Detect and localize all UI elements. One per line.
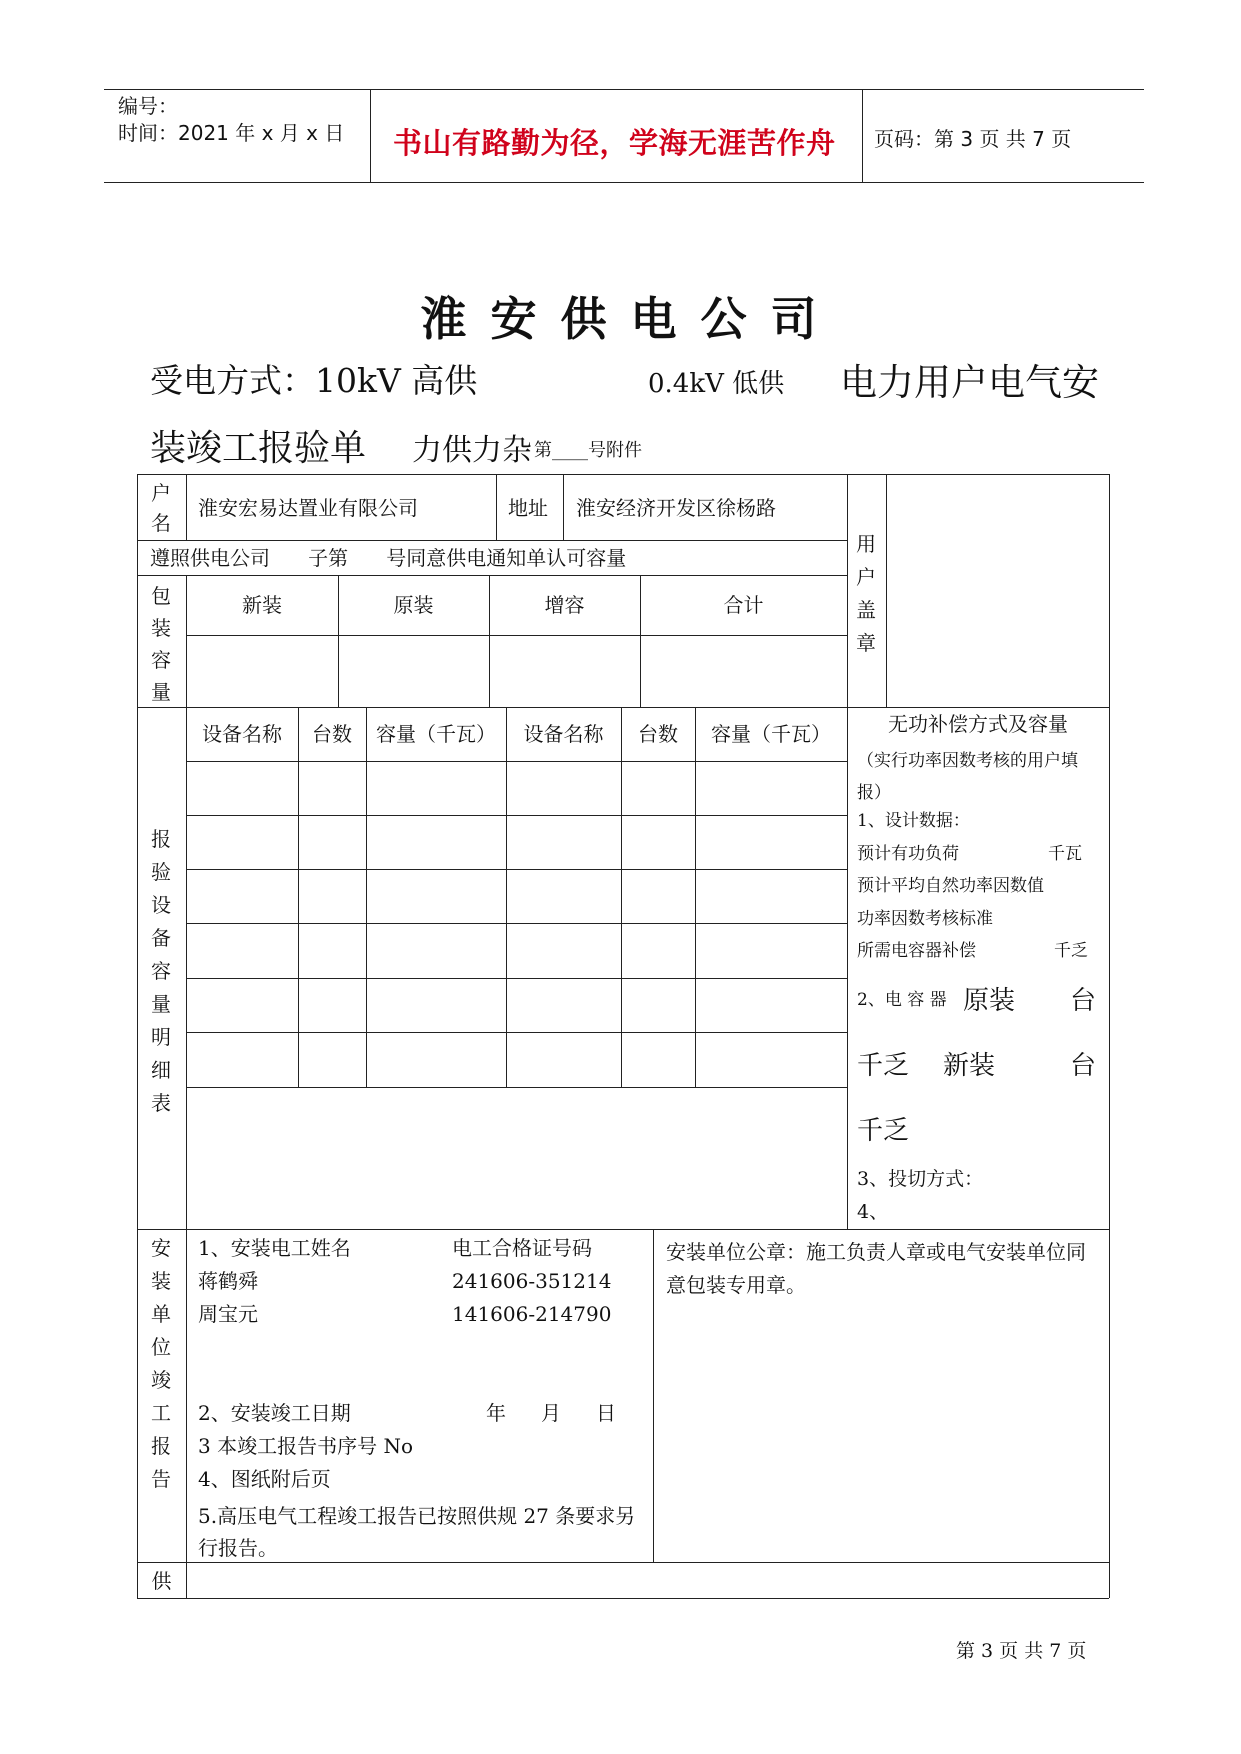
address-value: 淮安经济开发区徐杨路 xyxy=(576,496,776,520)
install-seal-text: 安装单位公章：施工负责人章或电气安装单位同意包装专用章。 xyxy=(666,1240,1086,1297)
report-number-label: 3 本竣工报告书序号 No xyxy=(198,1434,413,1458)
electrician-name-label: 1、安装电工姓名 xyxy=(198,1236,351,1260)
header-top-rule xyxy=(104,89,1144,90)
capacitor-prefix: 2、电 容 器 xyxy=(857,990,947,1010)
document-time: 时间：2021 年 x 月 x 日 xyxy=(118,121,345,145)
completion-day: 日 xyxy=(596,1401,616,1425)
active-load-unit: 千瓦 xyxy=(1048,844,1082,864)
capacitor-new-unit: 台 xyxy=(1070,1051,1097,1081)
form-attachment-number: 第____号附件 xyxy=(534,440,642,461)
motto: 书山有路勤为径，学海无涯苦作舟 xyxy=(393,126,836,160)
page-info: 页码：第 3 页 共 7 页 xyxy=(874,127,1072,151)
install-report-label: 安 装 单 位 竣 工 报 告 xyxy=(151,1236,171,1491)
item-4-label: 4、 xyxy=(857,1201,889,1223)
header-divider-2 xyxy=(862,89,863,182)
user-name-label: 户 名 xyxy=(151,481,171,535)
capacitor-original-label: 原装 xyxy=(963,986,1016,1016)
pf-standard-label: 功率因数考核标准 xyxy=(857,909,993,929)
address-label: 地址 xyxy=(508,496,548,520)
compensation-title: 无功补偿方式及容量 xyxy=(888,712,1068,736)
compensation-note: （实行功率因数考核的用户填报） xyxy=(857,751,1078,803)
completion-year: 年 xyxy=(486,1401,506,1425)
capacitor-need-label: 所需电容器补偿 xyxy=(857,941,976,961)
switching-mode-label: 3、投切方式： xyxy=(857,1168,984,1190)
capacitor-original-kvar-unit: 千乏 xyxy=(857,1051,910,1081)
capacitor-new-kvar-unit: 千乏 xyxy=(857,1116,910,1146)
equipment-header-count-2: 台数 xyxy=(638,722,678,746)
subtitle-supply-mode: 受电方式：10kV 高供 xyxy=(150,361,478,400)
electrician-2-name: 周宝元 xyxy=(198,1302,258,1326)
equipment-header-name-1: 设备名称 xyxy=(202,722,282,746)
supply-label: 供 xyxy=(151,1569,172,1593)
electrician-1-name: 蒋鹤舜 xyxy=(198,1269,258,1293)
certificate-label: 电工合格证号码 xyxy=(452,1236,592,1260)
electrician-1-cert: 241606-351214 xyxy=(452,1269,612,1293)
header-bottom-rule xyxy=(104,182,1144,183)
footer-page-number: 第 3 页 共 7 页 xyxy=(956,1640,1087,1662)
capacity-label: 包 装 容 量 xyxy=(151,584,171,704)
capacitor-new-label: 新装 xyxy=(943,1051,996,1081)
active-load-label: 预计有功负荷 xyxy=(857,844,959,864)
equipment-header-capacity-1: 容量（千瓦） xyxy=(376,722,496,746)
equipment-header-capacity-2: 容量（千瓦） xyxy=(711,722,831,746)
subtitle-low-voltage: 0.4kV 低供 xyxy=(648,369,785,399)
capacity-header-original: 原装 xyxy=(393,593,434,617)
user-name-value: 淮安宏易达置业有限公司 xyxy=(198,496,418,520)
document-number-label: 编号： xyxy=(118,94,178,118)
subtitle-heading: 电力用户电气安 xyxy=(840,361,1099,404)
capacitor-original-unit: 台 xyxy=(1070,986,1097,1016)
electrician-2-cert: 141606-214790 xyxy=(452,1302,612,1326)
hv-report-note: 5.高压电气工程竣工报告已按照供规 27 条要求另行报告。 xyxy=(198,1504,636,1560)
subtitle-heading-cont: 装竣工报验单 xyxy=(150,428,367,469)
header-divider-1 xyxy=(370,89,371,182)
page-title: 淮 安 供 电 公 司 xyxy=(420,292,821,346)
user-stamp-label: 用 户 盖 章 xyxy=(856,532,876,655)
equipment-header-name-2: 设备名称 xyxy=(523,722,604,746)
design-data-label: 1、设计数据： xyxy=(857,811,970,831)
capacity-header-total: 合计 xyxy=(723,593,764,617)
capacity-header-increase: 增容 xyxy=(544,593,585,617)
completion-date-label: 2、安装竣工日期 xyxy=(198,1401,351,1425)
capacitor-need-unit: 千乏 xyxy=(1054,941,1088,961)
equipment-detail-label: 报 验 设 备 容 量 明 细 表 xyxy=(151,827,171,1115)
completion-month: 月 xyxy=(541,1401,561,1425)
avg-power-factor-label: 预计平均自然功率因数值 xyxy=(857,876,1044,896)
drawings-label: 4、图纸附后页 xyxy=(198,1467,331,1491)
capacity-header-new: 新装 xyxy=(242,593,282,617)
equipment-header-count-1: 台数 xyxy=(312,722,352,746)
approval-line: 遵照供电公司 子第 号同意供电通知单认可容量 xyxy=(150,546,627,570)
form-code: 力供力杂 xyxy=(412,433,532,468)
